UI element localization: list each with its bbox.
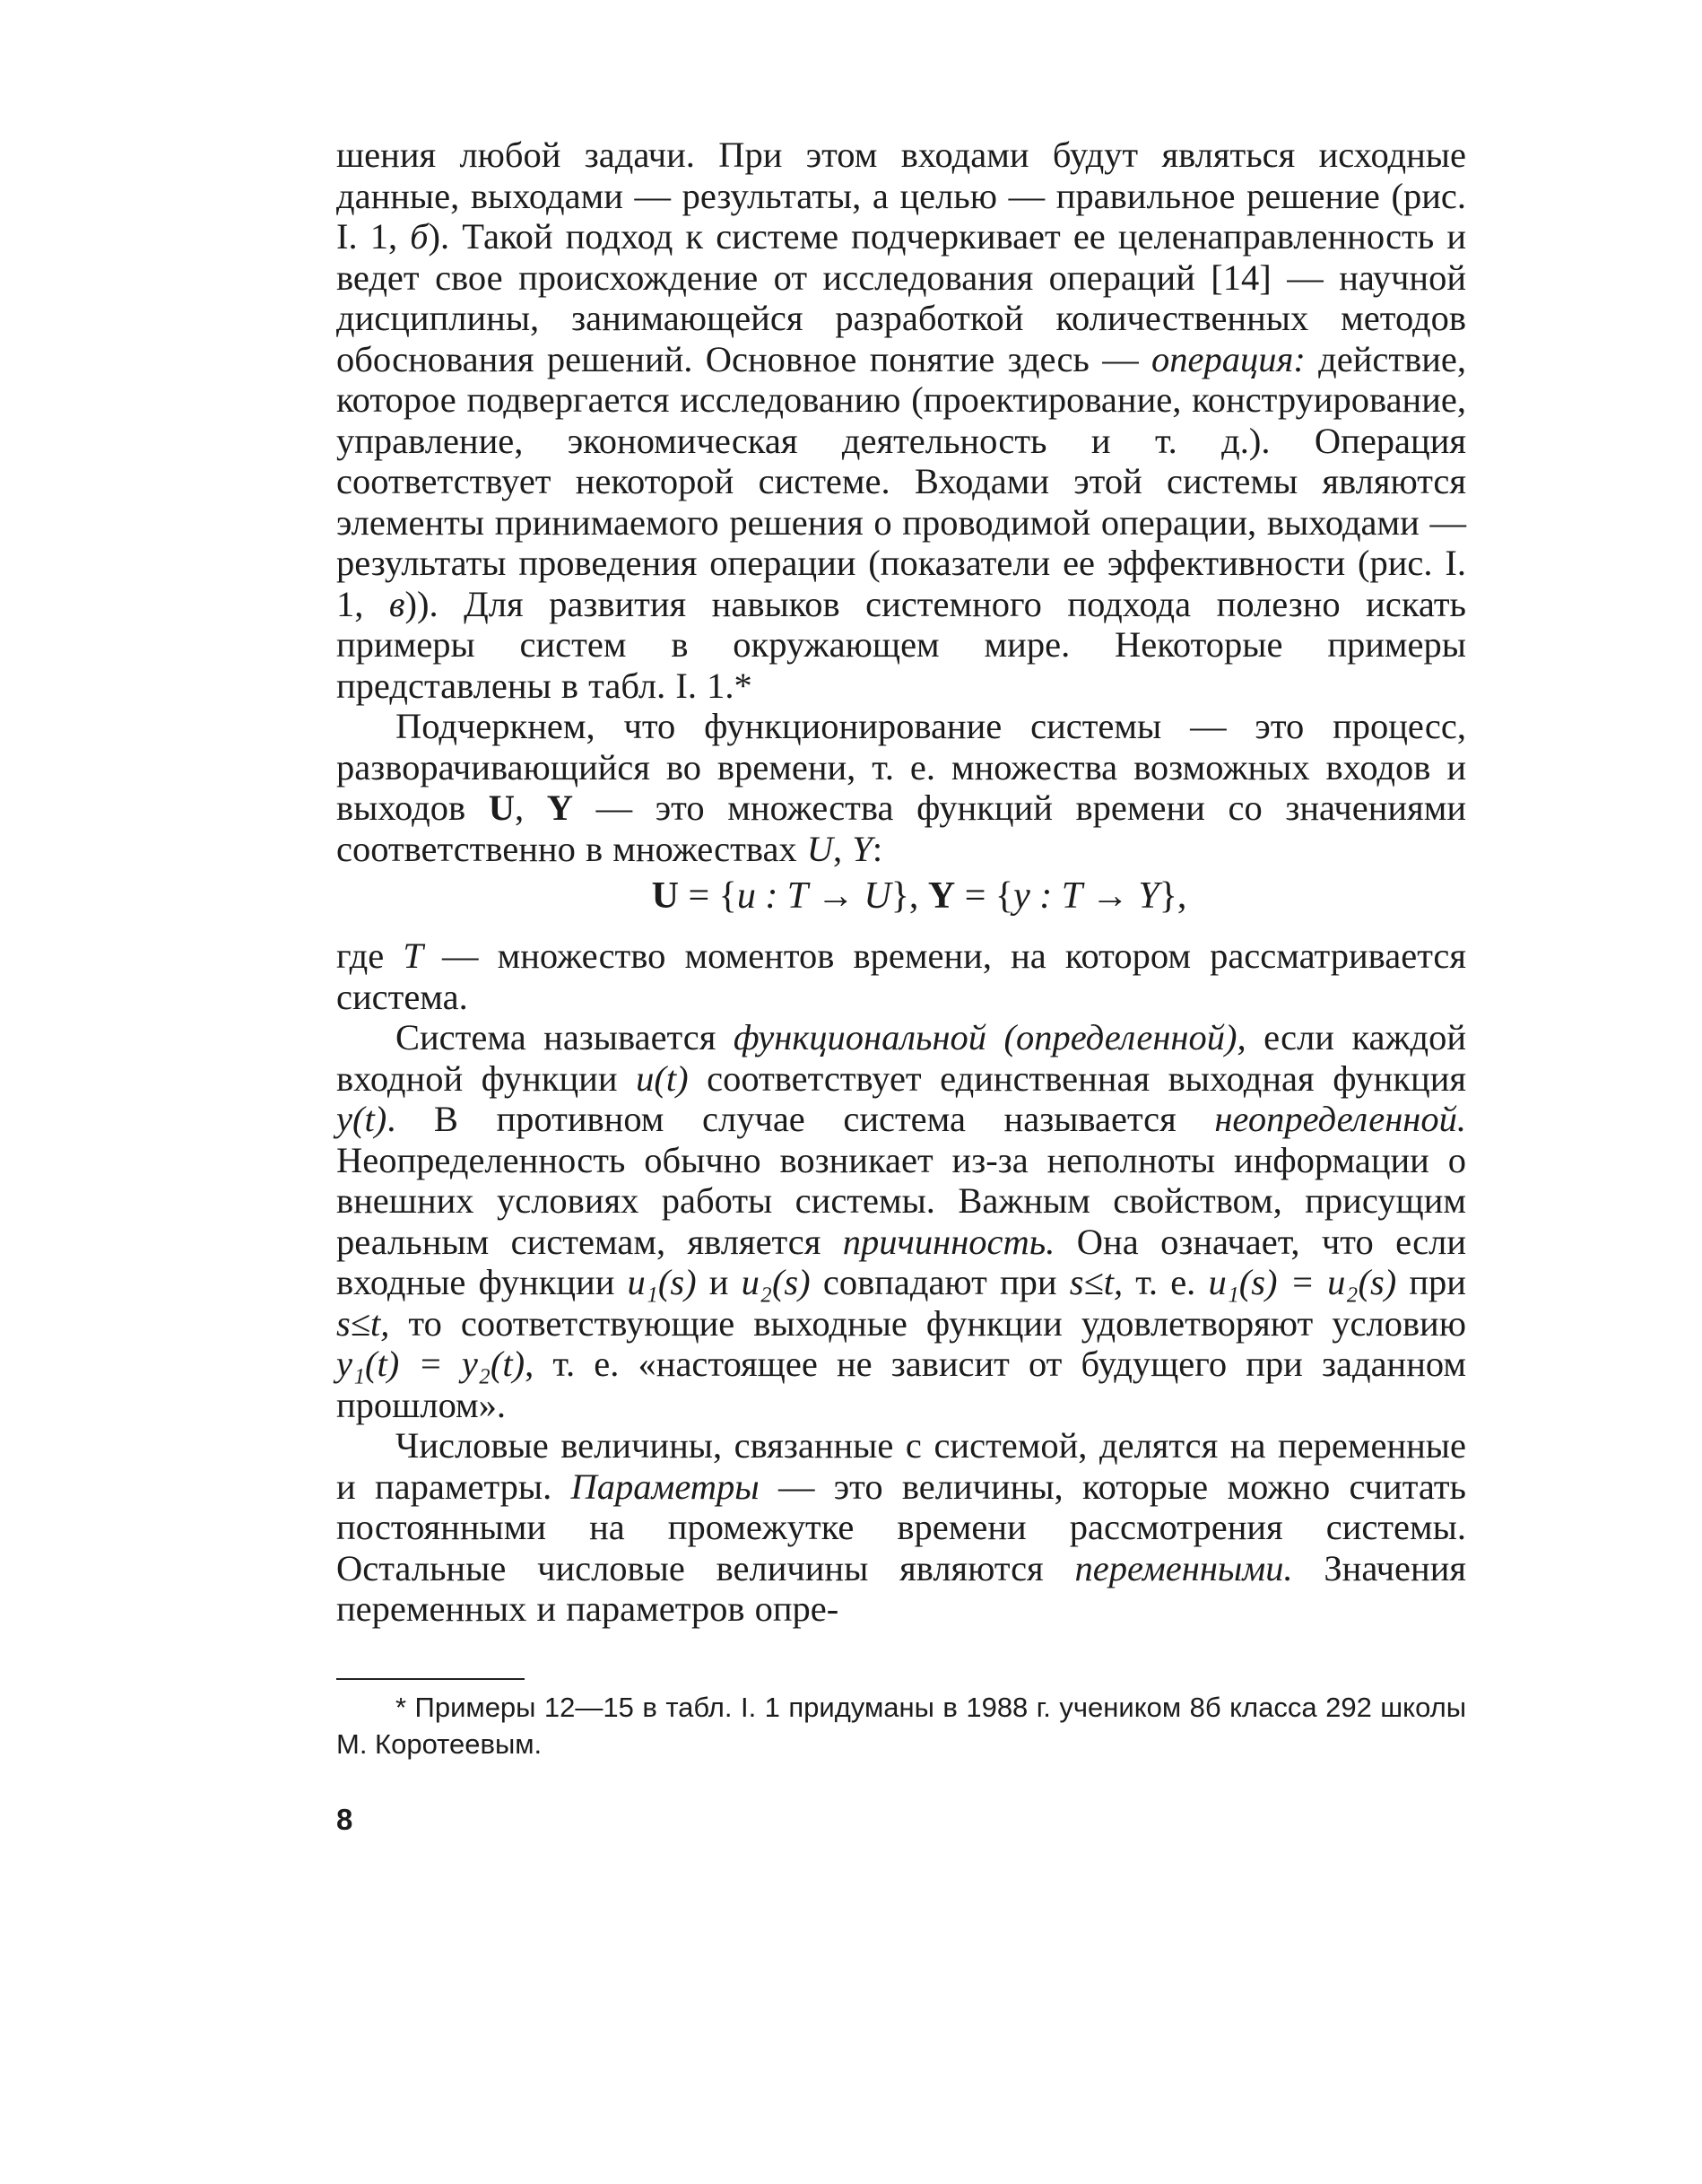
italic-term: T <box>403 935 423 976</box>
book-page <box>336 135 1466 1838</box>
text-run: , <box>515 787 547 828</box>
paragraph <box>336 706 1466 869</box>
paragraph <box>336 135 1466 706</box>
italic-term: Y <box>852 828 873 869</box>
text-run: где <box>336 935 404 976</box>
formula-text: }, <box>1159 875 1187 917</box>
text-run: Она означает, что если входные функции <box>336 1221 1466 1302</box>
text-run: соответствует единственная выходная функция <box>688 1057 1466 1099</box>
footnote: * Примеры 12—15 в табл. I. 1 придуманы в 1988 г. учеником 8б класса 292 школы М. Коротеевым. <box>336 1691 1466 1760</box>
text-run: т. е. <box>1123 1262 1209 1302</box>
paragraph <box>336 1425 1466 1630</box>
italic-term: s≤t, <box>1069 1262 1124 1302</box>
formula-map: : T → Y <box>1029 875 1159 917</box>
text-run: Неопределенность обычно возникает из-за неполноты информации о внешних условиях работы системы. Важным свойством, присущим реальным системам, является <box>336 1139 1466 1262</box>
text-run: если каждой входной функции <box>336 1017 1466 1099</box>
text-run: Система называется <box>395 1017 734 1057</box>
italic-term: операция: <box>1151 338 1306 379</box>
italic-term: неопределенной. <box>1214 1099 1466 1139</box>
formula-text: = { <box>955 875 1014 917</box>
text-run: шения любой задачи. При этом входами будут являться исходные данные, выходами — результаты, а целью — правильное решение (рис. I. 1, <box>336 135 1466 257</box>
text-run: Значения переменных и параметров опре- <box>336 1547 1467 1629</box>
text-run: — множество моментов времени, на котором рассматривается система. <box>336 935 1466 1017</box>
paragraph <box>336 1017 1466 1425</box>
text-run: Подчеркнем, что функционирование системы — это процесс, разворачивающийся во времени, т. е. множества возможных входов и выходов <box>336 706 1466 828</box>
italic-term: u₂(s) <box>741 1262 811 1302</box>
formula-var: y <box>1013 875 1030 917</box>
text-run: — это величины, которые можно считать постоянными на промежутке времени рассмотрения системы. Остальные числовые величины являются <box>336 1466 1467 1588</box>
italic-term: u₁(s) = u₂(s) <box>1208 1262 1397 1302</box>
formula-set-u: U <box>651 875 679 917</box>
formula-text: = { <box>678 875 737 917</box>
footnote-divider <box>336 1678 525 1680</box>
text-run: , <box>833 828 853 869</box>
italic-term: функциональной (определенной), <box>733 1017 1246 1057</box>
text-run: )). Для развития навыков системного подхода полезно искать примеры систем в окружающем мире. Некоторые примеры представлены в табл. I. 1.* <box>336 583 1466 706</box>
bold-term: U <box>488 787 515 828</box>
text-run: при <box>1396 1262 1466 1302</box>
text-run: Числовые величины, связанные с системой, делятся на переменные и параметры. <box>336 1425 1466 1507</box>
formula-text: }, <box>890 875 928 917</box>
paragraph <box>336 935 1466 1017</box>
text-run: : <box>872 828 883 869</box>
text-run: то соответствующие выходные функции удовлетворяют условию <box>389 1302 1466 1344</box>
italic-term: u(t) <box>636 1057 689 1099</box>
text-run: совпадают при <box>810 1262 1070 1302</box>
page-number: 8 <box>336 1802 353 1836</box>
italic-term: U <box>806 828 834 869</box>
italic-term: y₁(t) = y₂(t) <box>336 1344 525 1384</box>
italic-term: u₁(s) <box>627 1262 697 1302</box>
text-run: — это множества функций времени со значениями соответственно в множествах <box>336 787 1467 869</box>
italic-term: Параметры <box>570 1466 760 1507</box>
bold-term: Y <box>546 787 574 828</box>
text-run: и <box>696 1262 742 1302</box>
italic-term: в <box>388 583 405 624</box>
formula-set-y: Y <box>927 875 956 917</box>
formula-var: u <box>736 875 756 917</box>
formula <box>336 869 1466 923</box>
text-run: ). Такой подход к системе подчеркивает ее целенаправленность и ведет свое происхождение от исследования операций [14] — научной дисциплины, занимающейся разработкой количественных методов обоснования решений. Основное понятие здесь — <box>336 216 1466 379</box>
italic-term: s≤t, <box>336 1302 390 1344</box>
formula-map: : T → U <box>755 875 891 917</box>
italic-term: б <box>410 216 429 257</box>
text-run: действие, которое подвергается исследованию (проектирование, конструирование, управление, экономическая деятельность и т. д.). Операция соответствует некоторой системе. Входами этой системы являются элементы принимаемого решения о проводимой операции, выходами — результаты проведения операции (показатели ее эффективности (рис. I. 1, <box>336 338 1466 624</box>
italic-term: y(t) <box>336 1099 387 1139</box>
text-run: . В противном случае система называется <box>386 1099 1215 1139</box>
text-run: , т. е. «настоящее не зависит от будущего при заданном прошлом». <box>336 1344 1466 1425</box>
italic-term: причинность. <box>842 1221 1055 1262</box>
italic-term: переменными. <box>1074 1547 1293 1588</box>
